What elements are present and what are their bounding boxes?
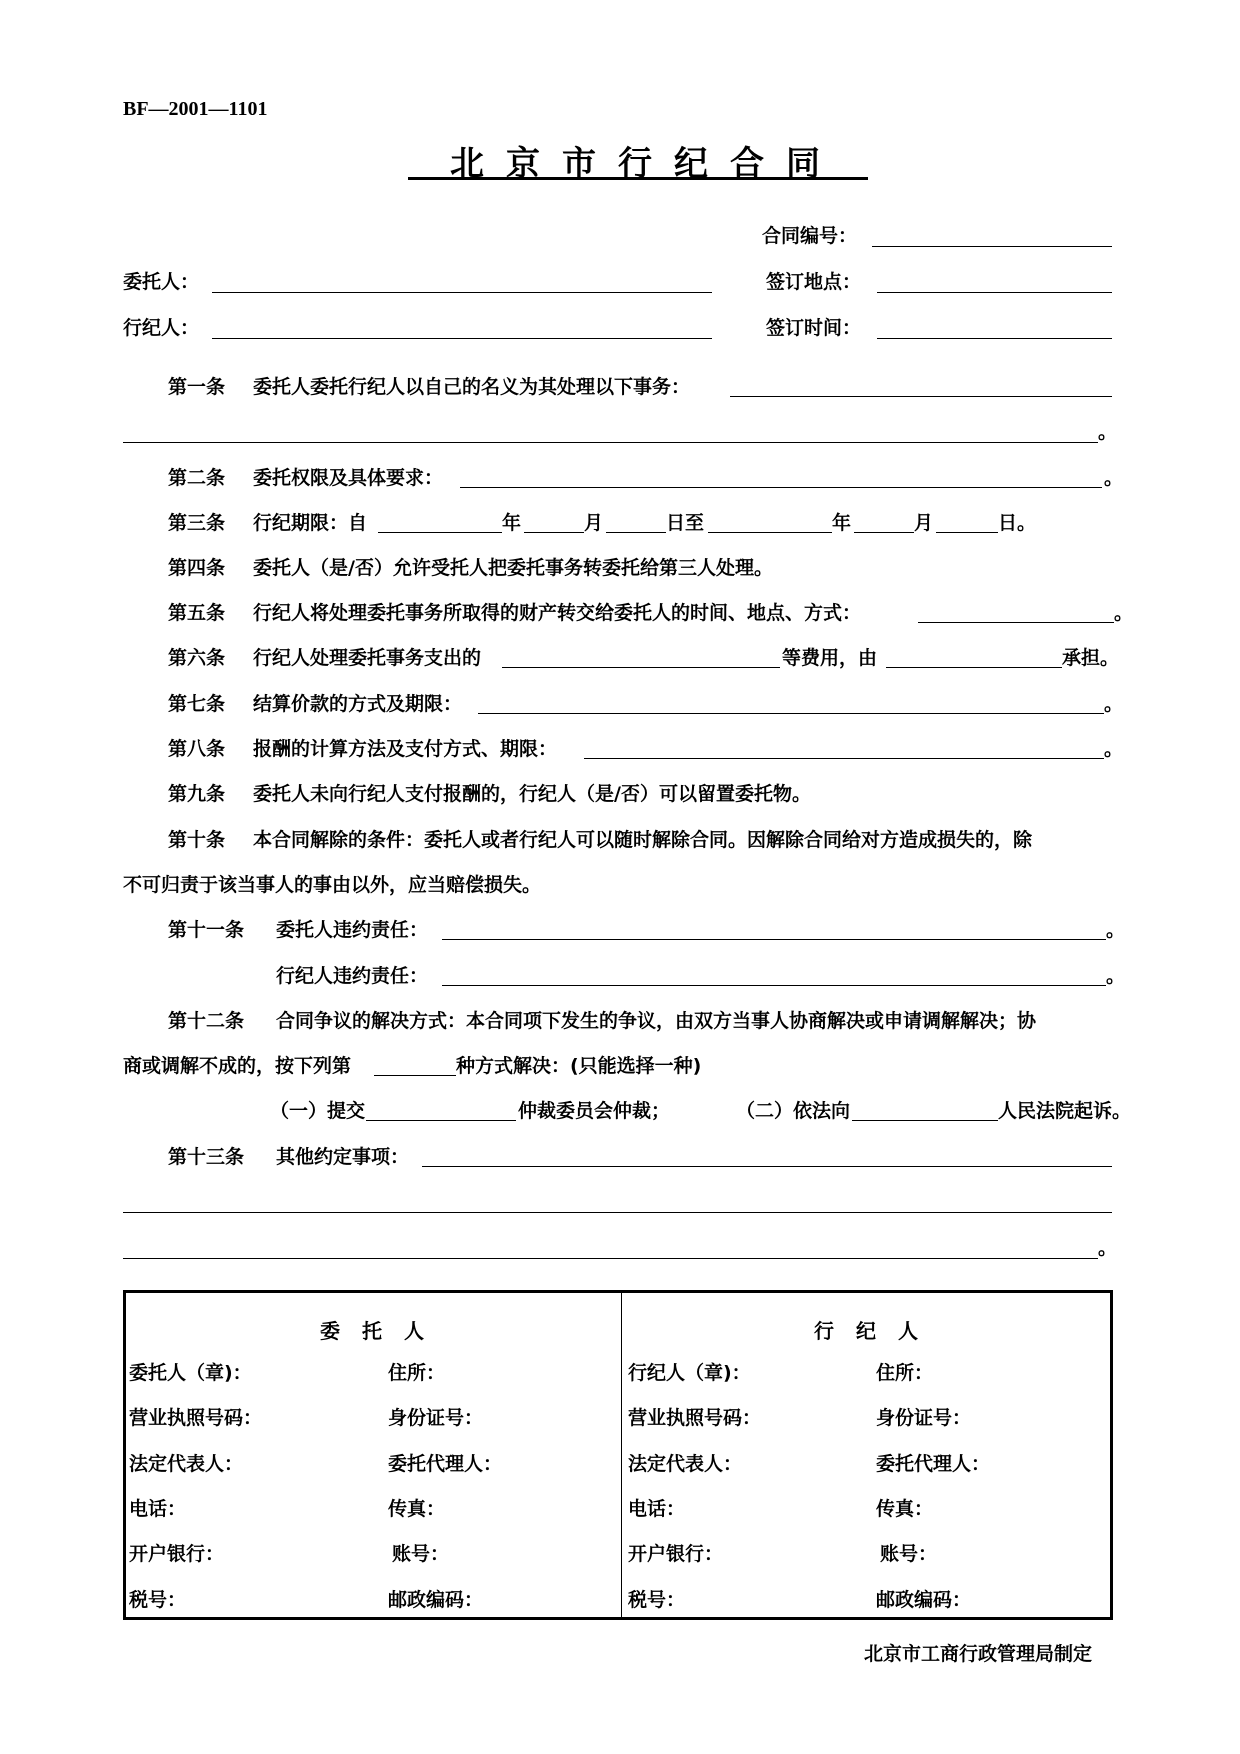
form-code: BF—2001—1101 <box>123 98 268 120</box>
article-2-field[interactable] <box>460 487 1102 488</box>
right-account[interactable]: 账号： <box>880 1543 938 1565</box>
start-day-label: 日至 <box>666 512 705 534</box>
article-2-period: 。 <box>1104 467 1124 489</box>
left-account[interactable]: 账号： <box>392 1543 450 1565</box>
other-matters-field-2[interactable] <box>123 1212 1112 1213</box>
right-license[interactable]: 营业执照号码： <box>628 1407 762 1429</box>
option-1-a: （一）提交 <box>270 1100 366 1122</box>
article-12-no: 第十二条 <box>168 1010 245 1032</box>
left-bank[interactable]: 开户银行： <box>129 1543 225 1565</box>
option-2-a: （二）依法向 <box>736 1100 851 1122</box>
place-label: 签订地点： <box>766 271 862 293</box>
start-month-field[interactable] <box>524 532 584 533</box>
end-year-field[interactable] <box>708 532 832 533</box>
title-underline <box>408 177 868 180</box>
article-11-no: 第十一条 <box>168 919 245 941</box>
table-divider <box>621 1290 622 1620</box>
article-10-cont: 不可归责于该当事人的事由以外，应当赔偿损失。 <box>123 874 542 896</box>
broker-liability-label: 行纪人违约责任： <box>276 965 429 987</box>
end-month-field[interactable] <box>854 532 914 533</box>
arbitration-committee-field[interactable] <box>366 1120 516 1121</box>
article-8-field[interactable] <box>584 758 1104 759</box>
start-month-label: 月 <box>584 512 604 534</box>
contract-no-field[interactable] <box>872 246 1112 247</box>
time-field[interactable] <box>877 338 1112 339</box>
broker-field[interactable] <box>212 338 712 339</box>
article-7-text: 结算价款的方式及期限： <box>253 693 463 715</box>
article-12-text: 合同争议的解决方式：本合同项下发生的争议，由双方当事人协商解决或申请调解解决；协 <box>276 1010 1037 1032</box>
right-seal[interactable]: 行纪人（章)： <box>628 1362 751 1384</box>
contract-no-label: 合同编号： <box>762 225 858 247</box>
start-year-field[interactable] <box>378 532 502 533</box>
article-6-mid: 等费用，由 <box>782 647 878 669</box>
article-4-text: 委托人（是/否）允许受托人把委托事务转委托给第三人处理。 <box>253 557 773 579</box>
article-6-no: 第六条 <box>168 647 226 669</box>
article-5-no: 第五条 <box>168 602 226 624</box>
article-10-text: 本合同解除的条件：委托人或者行纪人可以随时解除合同。因解除合同给对方造成损失的，除 <box>253 829 1033 851</box>
article-5-period: 。 <box>1114 602 1134 624</box>
other-matters-field-3[interactable] <box>123 1258 1098 1259</box>
article-8-no: 第八条 <box>168 738 226 760</box>
start-day-field[interactable] <box>606 532 666 533</box>
end-day-field[interactable] <box>936 532 998 533</box>
article-11-period-2: 。 <box>1106 965 1126 987</box>
article-5-text: 行纪人将处理委托事务所取得的财产转交给委托人的时间、地点、方式： <box>253 602 862 624</box>
broker-liability-field[interactable] <box>442 985 1106 986</box>
article-6-end: 承担。 <box>1062 647 1120 669</box>
entrustor-liability-label: 委托人违约责任： <box>276 919 429 941</box>
article-3-text: 行纪期限：自 <box>253 512 368 534</box>
left-legal-rep[interactable]: 法定代表人： <box>129 1453 244 1475</box>
article-1-field[interactable] <box>730 396 1112 397</box>
entrustor-label: 委托人： <box>123 271 200 293</box>
right-bank[interactable]: 开户银行： <box>628 1543 724 1565</box>
right-zip[interactable]: 邮政编码： <box>876 1589 972 1611</box>
article-9-text: 委托人未向行纪人支付报酬的，行纪人（是/否）可以留置委托物。 <box>253 783 811 805</box>
article-12-cont-a: 商或调解不成的，按下列第 <box>123 1055 352 1077</box>
article-1-no: 第一条 <box>168 376 226 398</box>
entrustor-liability-field[interactable] <box>442 939 1106 940</box>
article-13-text: 其他约定事项： <box>276 1146 410 1168</box>
end-day-label: 日。 <box>998 512 1037 534</box>
right-party-header: 行纪人 <box>814 1319 940 1343</box>
article-13-period: 。 <box>1098 1237 1118 1259</box>
right-agent[interactable]: 委托代理人： <box>876 1453 991 1475</box>
article-8-text: 报酬的计算方法及支付方式、期限： <box>253 738 558 760</box>
article-8-period: 。 <box>1104 738 1124 760</box>
article-2-text: 委托权限及具体要求： <box>253 467 444 489</box>
right-tax[interactable]: 税号： <box>628 1589 686 1611</box>
left-fax[interactable]: 传真： <box>388 1498 446 1520</box>
place-field[interactable] <box>877 292 1112 293</box>
left-license[interactable]: 营业执照号码： <box>129 1407 263 1429</box>
other-matters-field[interactable] <box>422 1166 1112 1167</box>
end-month-label: 月 <box>914 512 934 534</box>
right-fax[interactable]: 传真： <box>876 1498 934 1520</box>
article-4-no: 第四条 <box>168 557 226 579</box>
start-year-label: 年 <box>502 512 522 534</box>
right-tel[interactable]: 电话： <box>628 1498 686 1520</box>
article-1-field-2[interactable] <box>123 442 1098 443</box>
article-10-no: 第十条 <box>168 829 226 851</box>
article-1-period: 。 <box>1098 421 1118 443</box>
article-5-field[interactable] <box>918 622 1114 623</box>
article-9-no: 第九条 <box>168 783 226 805</box>
expense-field[interactable] <box>502 667 780 668</box>
left-tel[interactable]: 电话： <box>129 1498 187 1520</box>
time-label: 签订时间： <box>766 317 862 339</box>
article-2-no: 第二条 <box>168 467 226 489</box>
article-1-text: 委托人委托行纪人以自己的名义为其处理以下事务： <box>253 376 691 398</box>
right-legal-rep[interactable]: 法定代表人： <box>628 1453 743 1475</box>
left-tax[interactable]: 税号： <box>129 1589 187 1611</box>
article-7-field[interactable] <box>478 713 1104 714</box>
footer-issuer: 北京市工商行政管理局制定 <box>864 1643 1093 1665</box>
court-field[interactable] <box>852 1120 998 1121</box>
article-11-period-1: 。 <box>1106 919 1126 941</box>
option-2-b: 人民法院起诉。 <box>998 1100 1132 1122</box>
method-choice-field[interactable] <box>374 1075 456 1076</box>
left-zip[interactable]: 邮政编码： <box>388 1589 484 1611</box>
article-6-text: 行纪人处理委托事务支出的 <box>253 647 482 669</box>
right-id[interactable]: 身份证号： <box>876 1407 972 1429</box>
article-7-no: 第七条 <box>168 693 226 715</box>
article-12-cont-b: 种方式解决：(只能选择一种) <box>456 1055 702 1077</box>
broker-label: 行纪人： <box>123 317 200 339</box>
left-seal[interactable]: 委托人（章)： <box>129 1362 252 1384</box>
end-year-label: 年 <box>832 512 852 534</box>
bearer-field[interactable] <box>886 667 1062 668</box>
left-party-header: 委托人 <box>320 1319 446 1343</box>
article-13-no: 第十三条 <box>168 1146 245 1168</box>
option-1-b: 仲裁委员会仲裁； <box>518 1100 671 1122</box>
article-7-period: 。 <box>1104 693 1124 715</box>
left-address[interactable]: 住所： <box>388 1362 446 1384</box>
page-title: 北京市行纪合同 <box>450 144 842 184</box>
left-agent[interactable]: 委托代理人： <box>388 1453 503 1475</box>
left-id[interactable]: 身份证号： <box>388 1407 484 1429</box>
article-3-no: 第三条 <box>168 512 226 534</box>
right-address[interactable]: 住所： <box>876 1362 934 1384</box>
entrustor-field[interactable] <box>212 292 712 293</box>
